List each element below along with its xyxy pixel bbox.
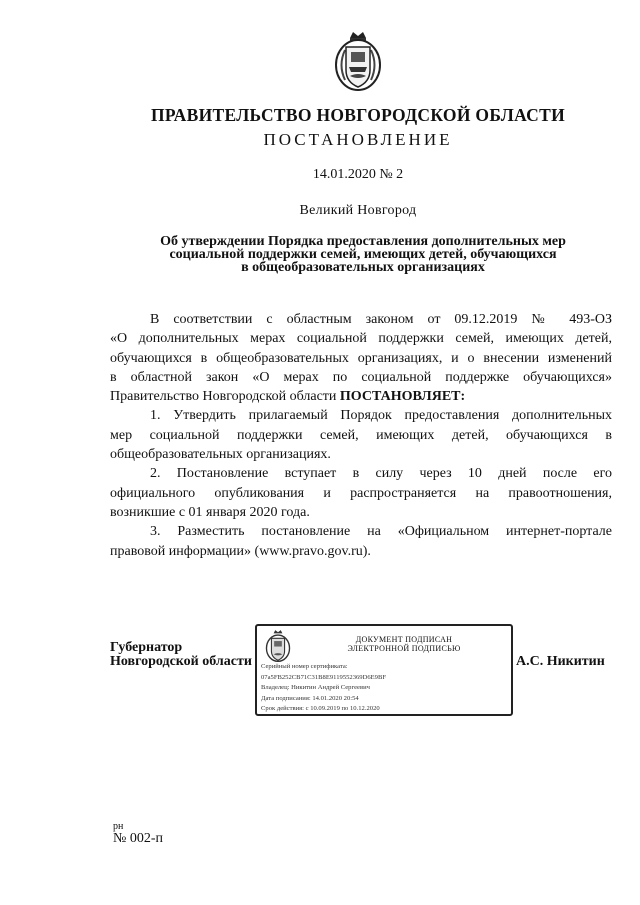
document-type: ПОСТАНОВЛЕНИЕ: [263, 130, 453, 149]
electronic-signature-stamp: [255, 624, 513, 716]
document-body: [110, 310, 612, 561]
body-line: правовой информации» (www.pravo.gov.ru).: [110, 543, 371, 559]
footer-initials: рн: [113, 821, 124, 832]
document-city: Великий Новгород: [299, 203, 417, 218]
signatory-position: [110, 641, 252, 669]
stamp-cert-label: Серийный номер сертификата:: [261, 663, 348, 670]
document-date-number: 14.01.2020 № 2: [312, 167, 404, 182]
footer-code: [113, 822, 163, 846]
stamp-header-line: ЭЛЕКТРОННОЙ ПОДПИСЬЮ: [347, 644, 461, 653]
novgorod-coat-of-arms-icon: [263, 629, 293, 663]
stamp-validity: Срок действия: с 10.09.2019 по 10.12.2020: [261, 705, 380, 712]
body-line: обучающихся в общеобразовательных организациях, и о внесении изменений: [110, 350, 612, 366]
stamp-owner: Владелец: Никитин Андрей Сергеевич: [261, 684, 370, 691]
body-line: В соответствии с областным законом от 09.12.2019 № 493-ОЗ: [150, 312, 612, 327]
subject-line: в общеобразовательных организациях: [241, 260, 485, 275]
resolution-keyword: ПОСТАНОВЛЯЕТ:: [339, 389, 466, 405]
footer-number: № 002-п: [113, 831, 164, 846]
body-line: официального опубликования и распространяется на правоотношения,: [110, 485, 612, 501]
stamp-header-line: ДОКУМЕНТ ПОДПИСАН: [355, 635, 453, 644]
body-line: мер социальной поддержки семей, имеющих детей, обучающихся в: [110, 427, 612, 443]
body-line: возникшие с 01 января 2020 года.: [110, 504, 310, 520]
body-line: в областной закон «О мерах по социальной поддержке обучающихся»: [110, 369, 612, 385]
stamp-details: [261, 662, 386, 715]
subject-line: Об утверждении Порядка предоставления дополнительных мер: [160, 234, 566, 249]
resolution-prefix: Правительство Новгородской области: [110, 389, 337, 405]
position-line: Новгородской области: [110, 654, 252, 669]
body-line: 2. Постановление вступает в силу через 10 дней после его: [150, 466, 612, 482]
position-line: Губернатор: [110, 640, 183, 655]
body-line-resolution: [110, 387, 612, 406]
signer-name: А.С. Никитин: [516, 654, 605, 669]
document-subject: [110, 235, 616, 274]
body-line: «О дополнительных мерах социальной поддержки семей, имеющих детей,: [110, 331, 612, 347]
body-line: общеобразовательных организациях.: [110, 447, 331, 463]
stamp-header: [299, 635, 509, 653]
body-line: 1. Утвердить прилагаемый Порядок предоставления дополнительных: [150, 408, 612, 424]
stamp-signed-date: Дата подписания: 14.01.2020 20:54: [261, 694, 359, 702]
stamp-cert-number: 07a5FB252CB71C31B8E9119552369D6E9BF: [261, 673, 387, 681]
government-name: ПРАВИТЕЛЬСТВО НОВГОРОДСКОЙ ОБЛАСТИ: [151, 105, 565, 125]
body-line: 3. Разместить постановление на «Официальном интернет-портале: [150, 524, 612, 540]
novgorod-coat-of-arms-icon: [333, 30, 383, 92]
subject-line: социальной поддержки семей, имеющих детей, обучающихся: [169, 247, 557, 262]
